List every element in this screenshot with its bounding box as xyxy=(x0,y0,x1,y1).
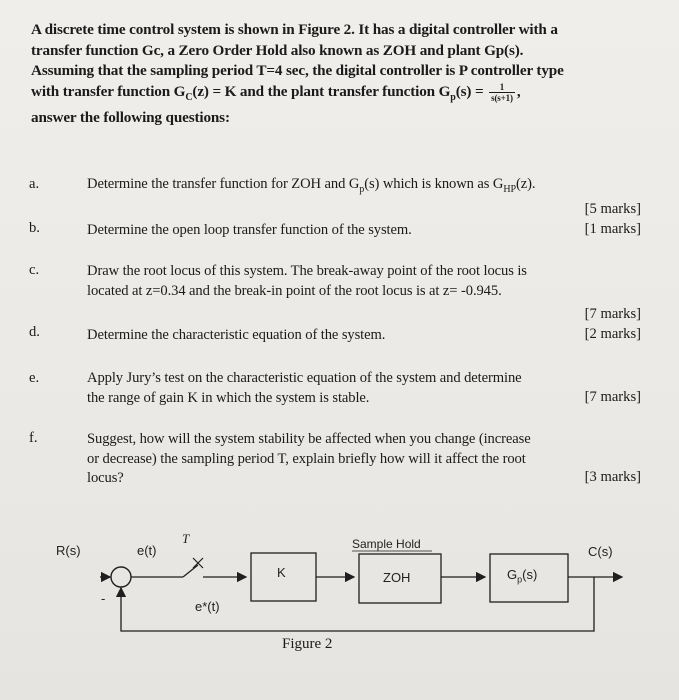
controller-k-label: K xyxy=(277,565,286,580)
figure-caption: Figure 2 xyxy=(282,636,333,652)
question-d-marks: [2 marks] xyxy=(584,326,641,342)
intro-line-4: with transfer function $G_C(z) = K$ and the plant transfer function $G_p(s)$ = $\frac{1}{s(s+1)}$ , xyxy=(31,81,521,103)
summing-junction xyxy=(111,567,131,587)
question-b-letter: b. xyxy=(29,220,40,236)
error-e-label: e(t) xyxy=(137,543,157,558)
question-e-letter: e. xyxy=(29,370,40,386)
question-a-text: Determine the transfer function for ZOH and $G_p(s)$ which is known as $G_{HP}(z)$. xyxy=(87,176,536,195)
question-d-letter: d. xyxy=(29,324,40,340)
question-b-text: Determine the open loop transfer function of the system. xyxy=(87,222,412,238)
intro-line-3: Assuming that the sampling period T=4 sec, the digital controller is P controller type xyxy=(31,62,564,79)
feedback-minus-sign: - xyxy=(101,591,106,606)
question-c-marks: [7 marks] xyxy=(584,306,641,322)
intro-line-5: answer the following questions: xyxy=(31,109,230,127)
question-f-marks: [3 marks] xyxy=(584,469,641,485)
question-c-text: Draw the root locus of this system. The break-away point of the root locus is located at z=0.34 and the break-in point of the root locus is at z= -0.945. xyxy=(87,263,527,299)
question-a-letter: a. xyxy=(29,176,40,192)
question-e-marks: [7 marks] xyxy=(584,389,641,405)
intro-line-1: A discrete time control system is shown in Figure 2. It has a digital controller with a xyxy=(31,21,558,38)
intro-line-2: transfer function Gc, a Zero Order Hold also known as ZOH and plant Gp(s). xyxy=(31,41,524,59)
sample-hold-label: Sample Hold xyxy=(352,537,421,551)
question-c-letter: c. xyxy=(29,262,40,278)
question-a-marks: [5 marks] xyxy=(584,201,641,217)
plant-gp-label: $G_p(s)$ xyxy=(507,567,538,585)
input-r-label: R(s) xyxy=(56,543,81,558)
question-e-text: Apply Jury’s test on the characteristic equation of the system and determine the range of gain K in which the system is stable. xyxy=(87,370,522,406)
feedback-path xyxy=(121,577,594,631)
output-c-label: C(s) xyxy=(588,544,613,559)
question-b-marks: [1 marks] xyxy=(584,221,641,237)
sampler-switch xyxy=(183,565,198,577)
zoh-label: ZOH xyxy=(383,570,411,585)
sampled-error-label: e*(t) xyxy=(195,599,220,614)
question-f-letter: f. xyxy=(29,430,38,446)
plant-fraction: $\frac{1}{s(s+1)}$ xyxy=(491,81,513,103)
question-d-text: Determine the characteristic equation of the system. xyxy=(87,327,386,343)
question-f-text: Suggest, how will the system stability be affected when you change (increase or decrease) the sampling period T, explain briefly how will it affect the root locus? xyxy=(87,431,531,486)
sampling-t-label: T xyxy=(182,531,190,546)
